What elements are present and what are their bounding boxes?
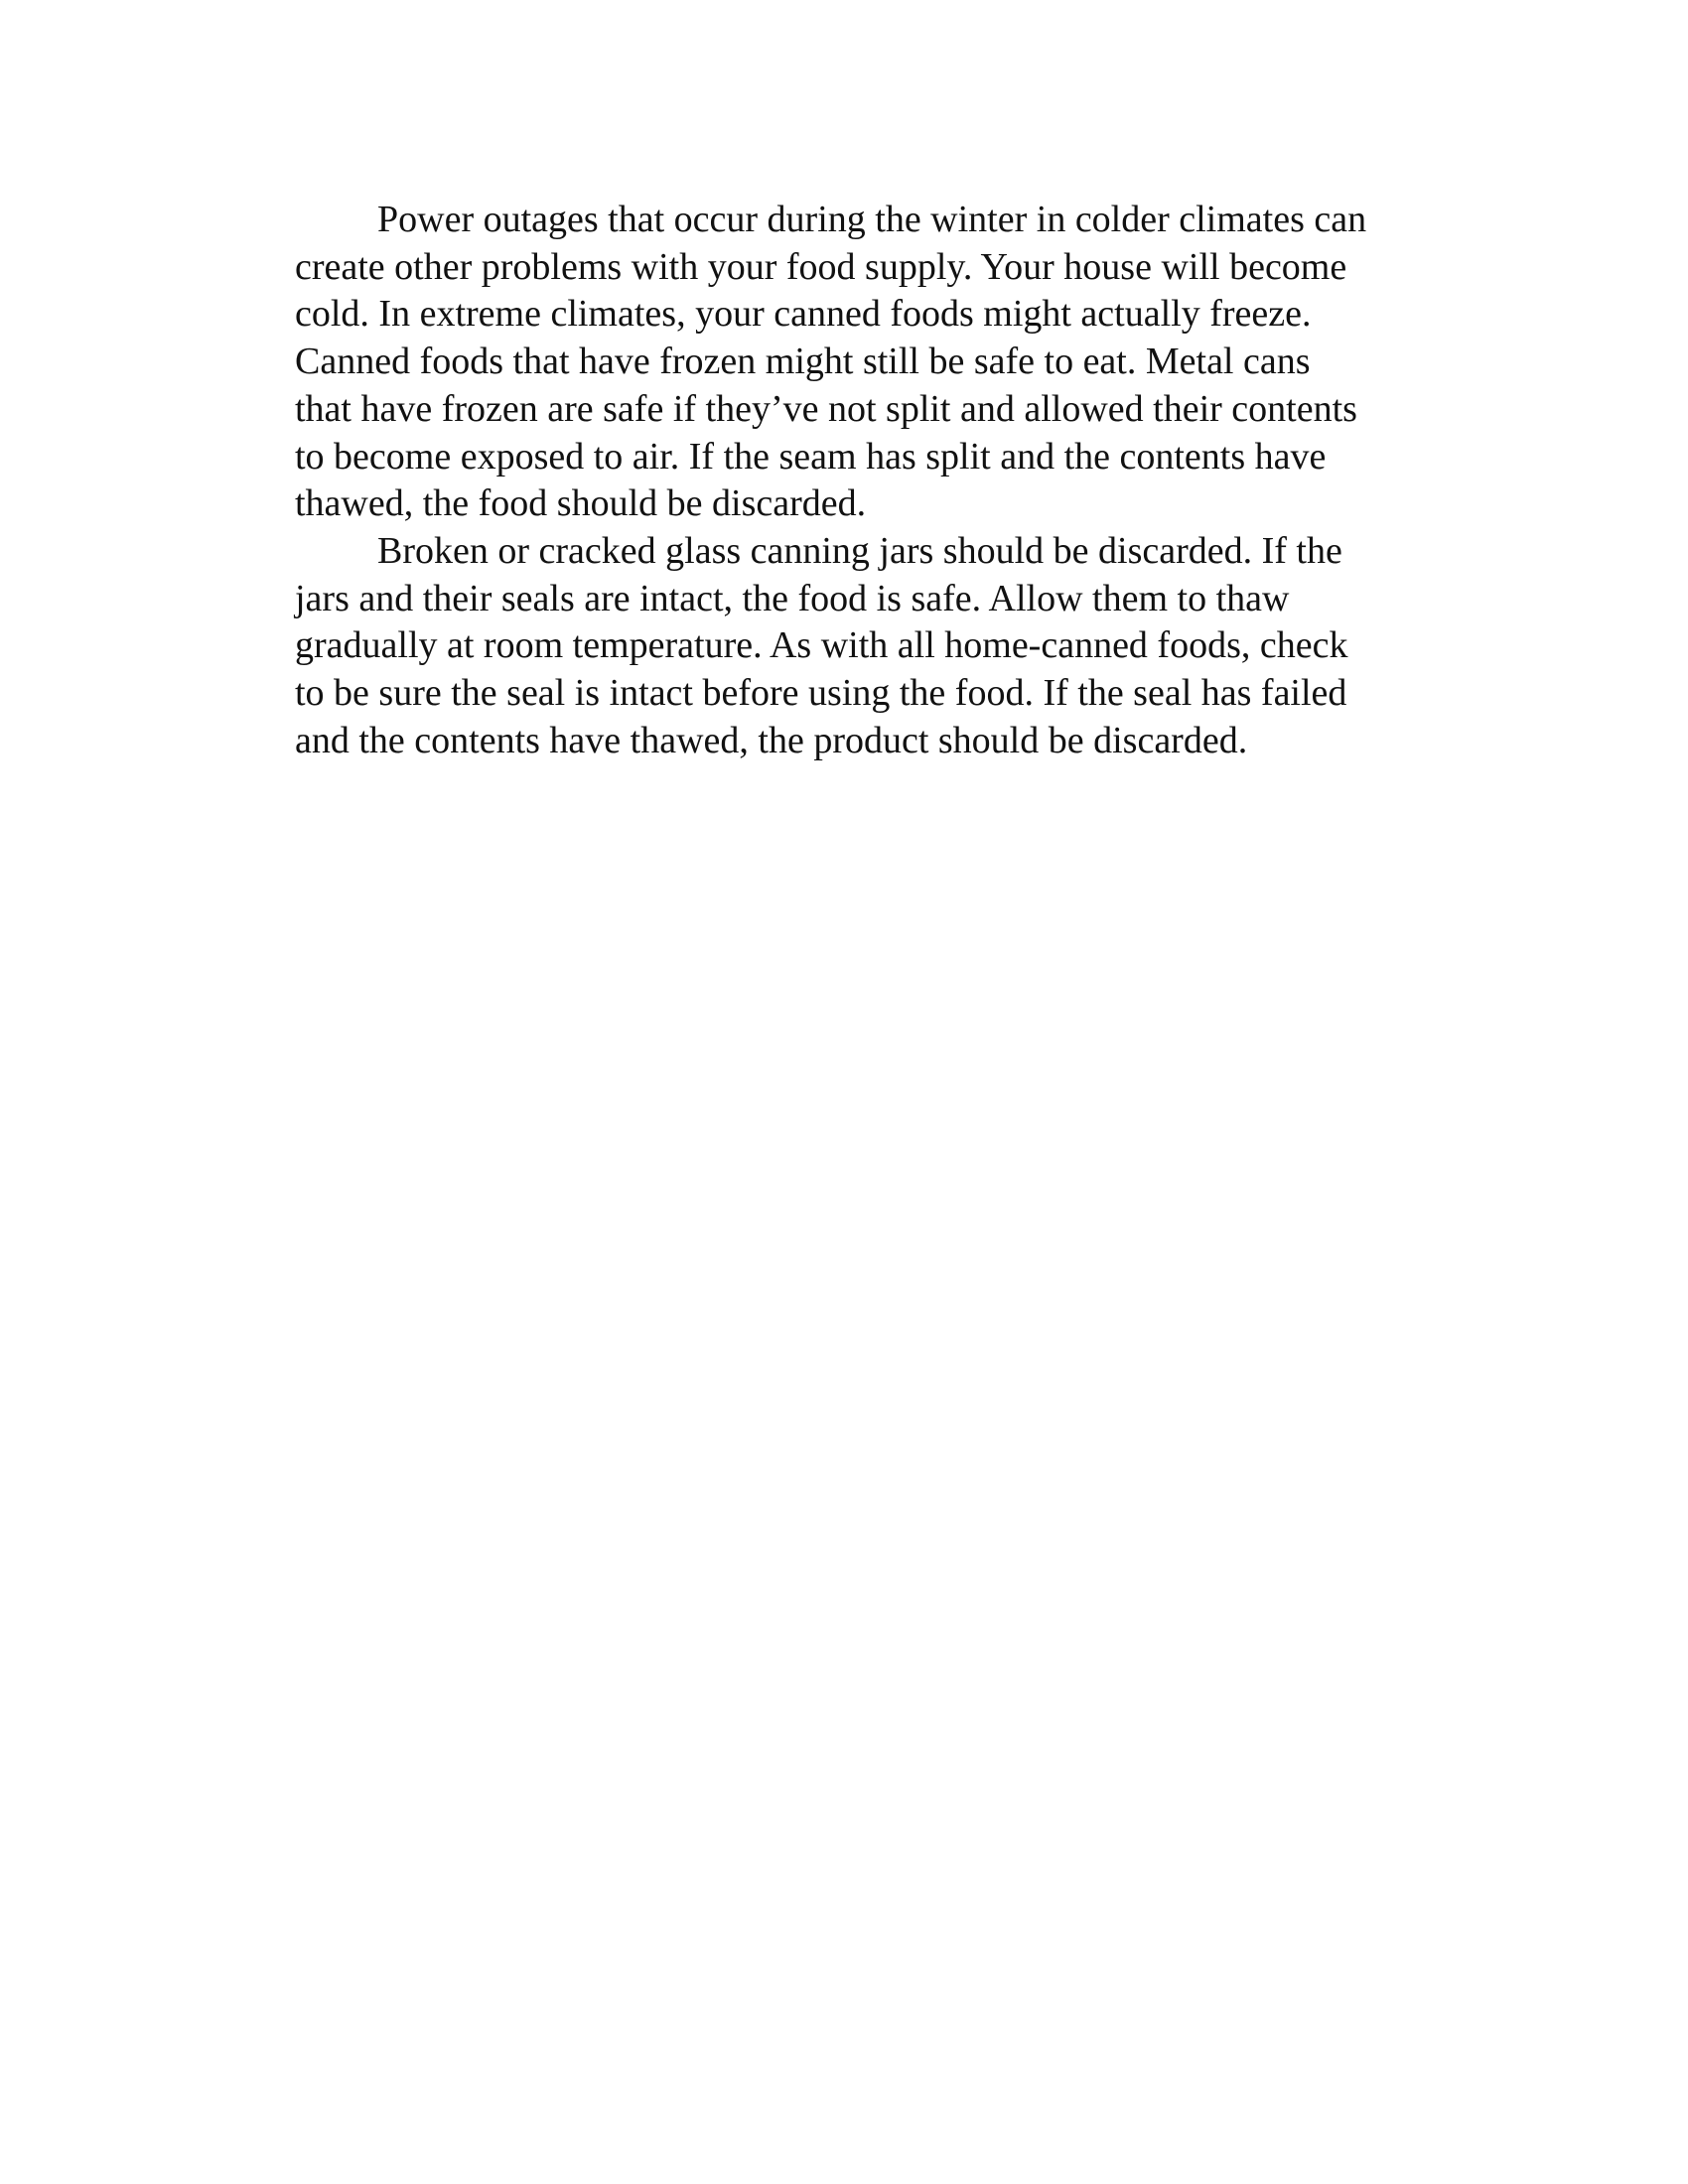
text-line: Canned foods that have frozen might still be safe to eat. Metal cans: [295, 341, 1311, 383]
text-line: gradually at room temperature. As with all home-canned foods, check: [295, 624, 1348, 667]
text-line: to be sure the seal is intact before using the food. If the seal has failed: [295, 672, 1347, 715]
text-line: Power outages that occur during the winter in colder climates can: [377, 199, 1367, 240]
text-line: that have frozen are safe if they’ve not split and allowed their contents: [295, 387, 1357, 430]
text-line: create other problems with your food supply. Your house will become: [295, 245, 1347, 288]
text-line: jars and their seals are intact, the food is safe. Allow them to thaw: [295, 577, 1290, 619]
paragraph-power-outages: [295, 197, 1467, 528]
body-text: [295, 197, 1467, 764]
text-line: thawed, the food should be discarded.: [295, 482, 867, 525]
text-line: Broken or cracked glass canning jars should be discarded. If the: [377, 529, 1342, 572]
text-line: cold. In extreme climates, your canned foods might actually freeze.: [295, 293, 1312, 336]
paragraph-glass-jars: [295, 528, 1467, 765]
text-line: to become exposed to air. If the seam has split and the contents have: [295, 435, 1327, 478]
text-line: and the contents have thawed, the product should be discarded.: [295, 719, 1248, 761]
